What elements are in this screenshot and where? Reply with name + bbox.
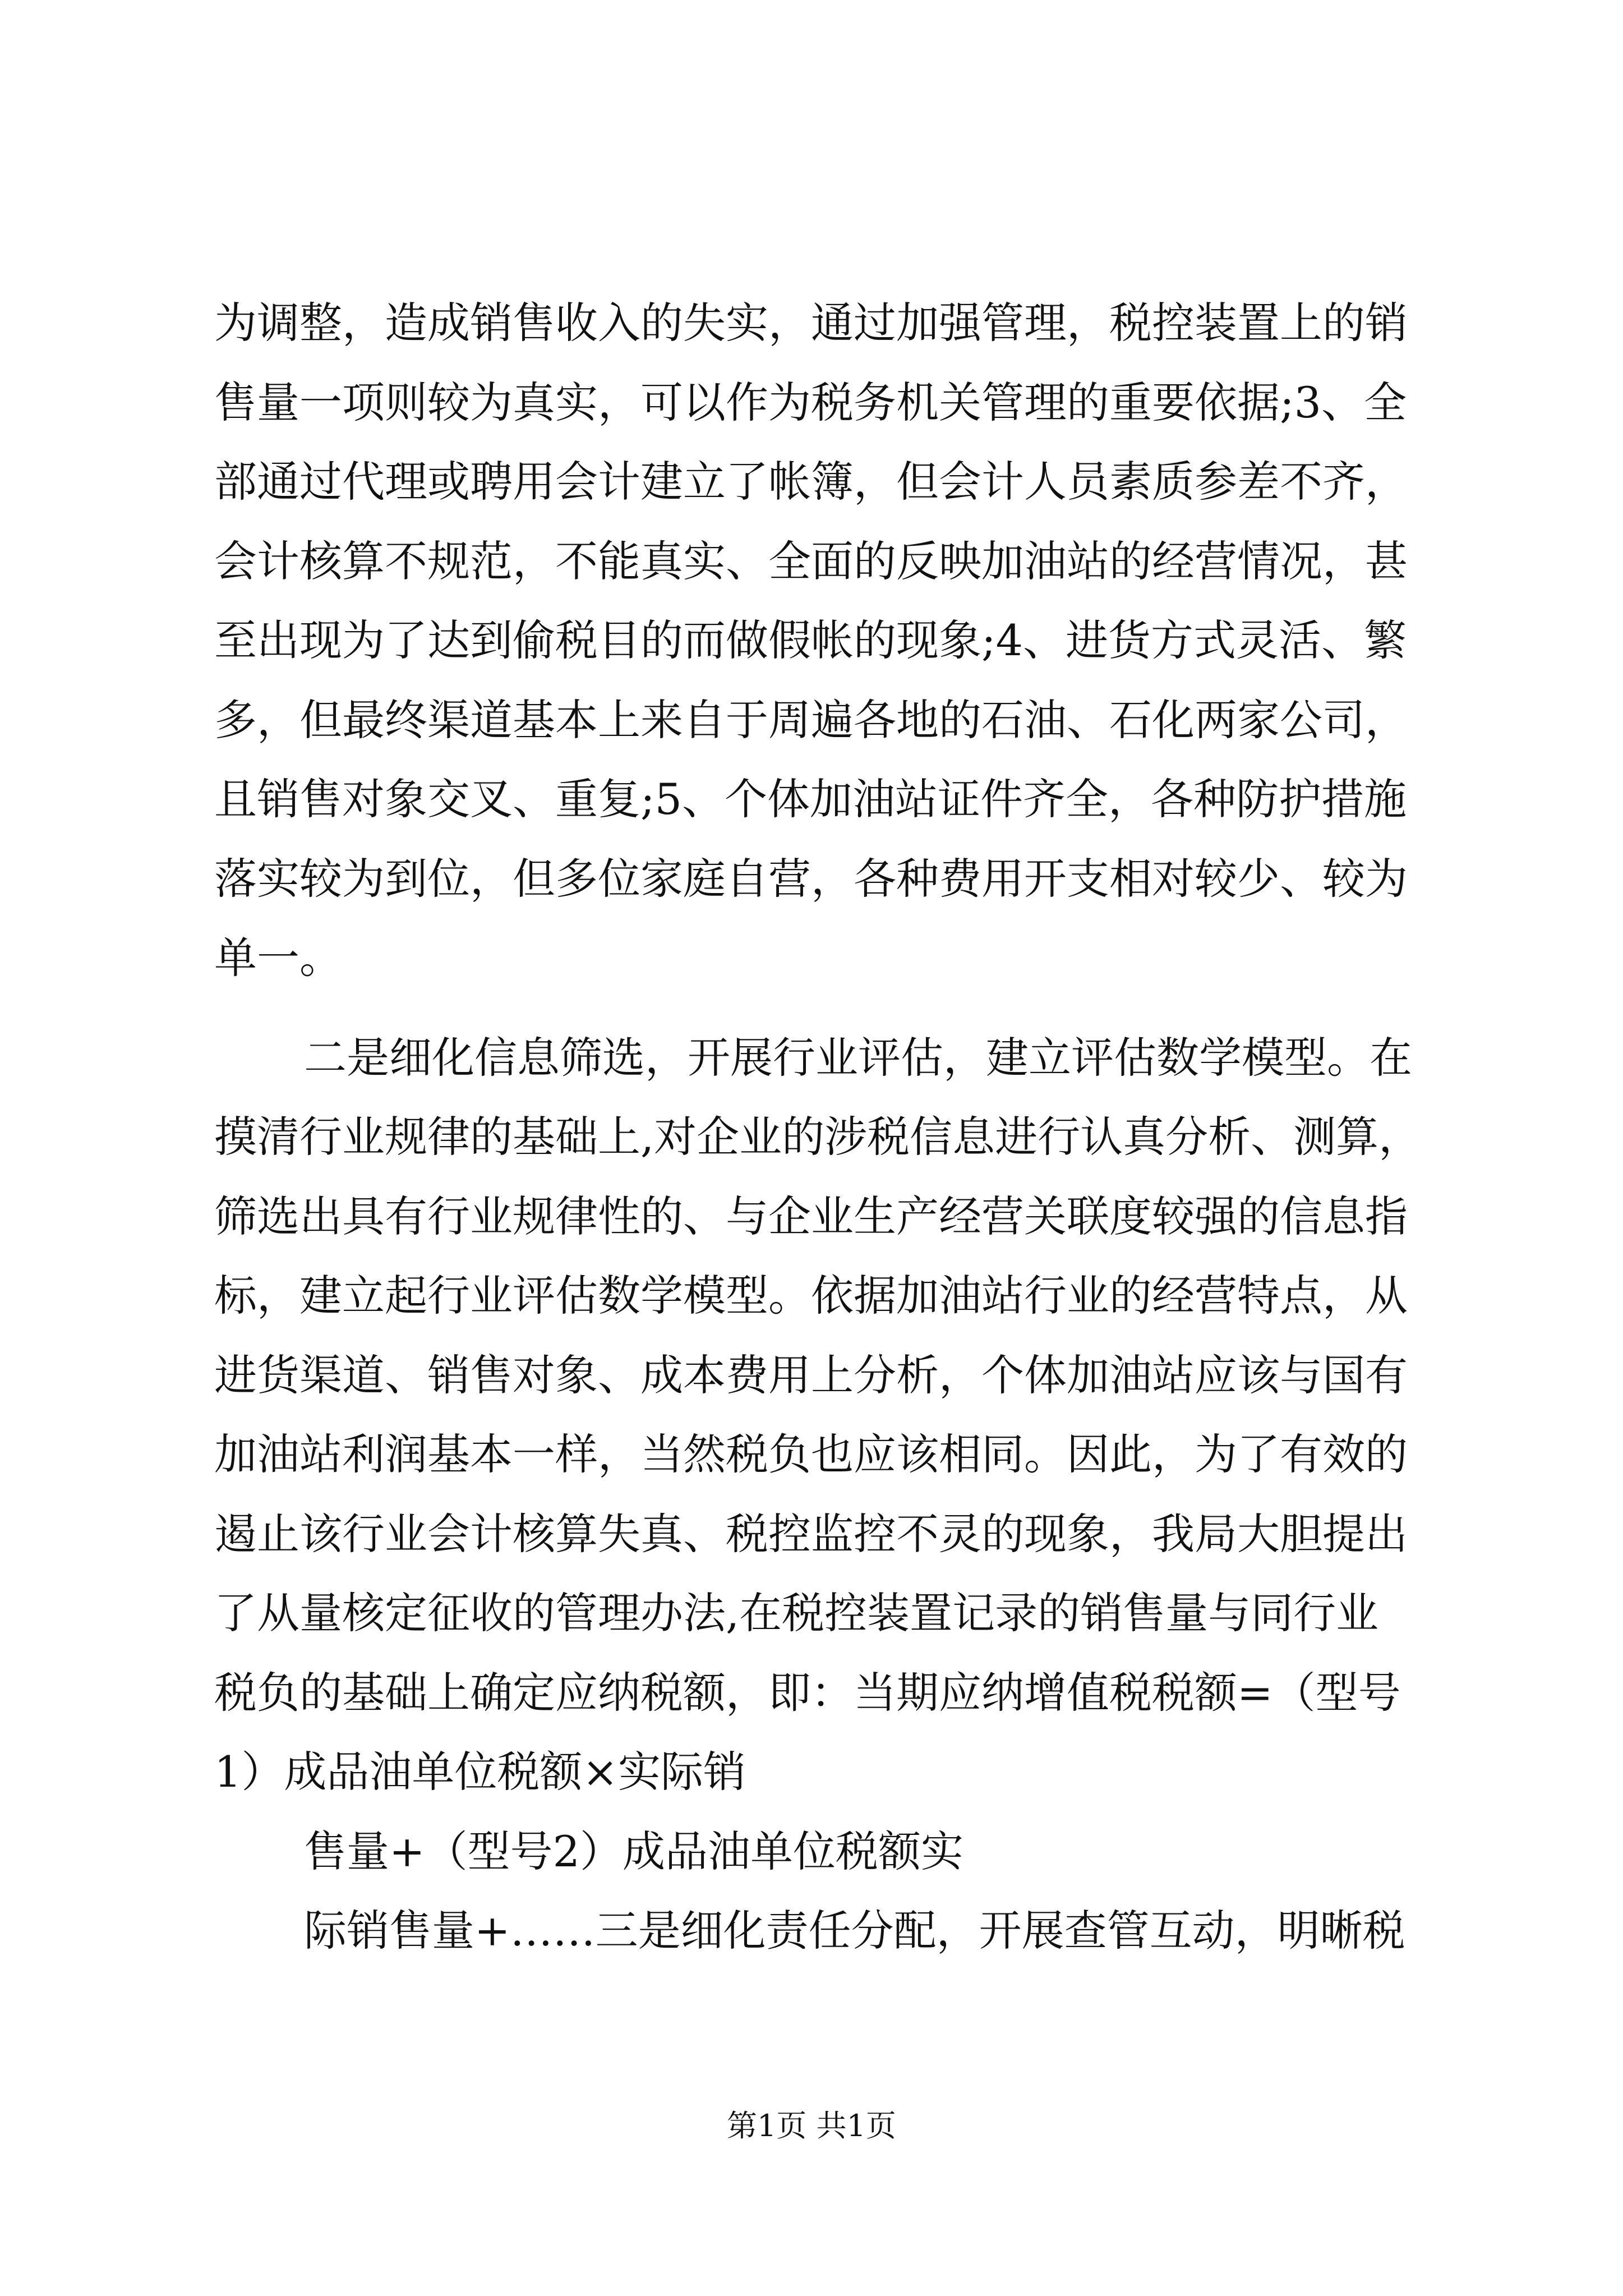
text-line: 筛选出具有行业规律性的、与企业生产经营关联度较强的信息指 — [214, 1191, 1408, 1241]
text-line: 加油站利润基本一样，当然税负也应该相同。因此，为了有效的 — [214, 1429, 1408, 1479]
paragraph-gap — [214, 998, 1426, 1018]
paragraph-first-line: 二是细化信息筛选，开展行业评估，建立评估数学模型。在 — [304, 1032, 1412, 1083]
text-line: 至出现为了达到偷税目的而做假帐的现象;4、进货方式灵活、繁 — [214, 615, 1407, 665]
text-line: 会计核算不规范，不能真实、全面的反映加油站的经营情况，甚 — [214, 536, 1408, 586]
text-line: 1）成品油单位税额×实际销 — [214, 1747, 746, 1797]
text-line: 落实较为到位，但多位家庭自营，各种费用开支相对较少、较为 — [214, 853, 1408, 904]
text-line: 摸清行业规律的基础上,对企业的涉税信息进行认真分析、测算， — [214, 1112, 1422, 1162]
text-line: 为调整，造成销售收入的失实，通过加强管理，税控装置上的销 — [214, 298, 1408, 348]
text-line: 且销售对象交叉、重复;5、个体加油站证件齐全，各种防护措施 — [214, 774, 1407, 824]
text-line: 税负的基础上确定应纳税额，即：当期应纳增值税税额=（型号 — [214, 1667, 1401, 1718]
text-line: 多，但最终渠道基本上来自于周遍各地的石油、石化两家公司， — [214, 694, 1408, 745]
text-line: 了从量核定征收的管理办法,在税控装置记录的销售量与同行业 — [214, 1588, 1379, 1638]
text-line: 进货渠道、销售对象、成本费用上分析，个体加油站应该与国有 — [214, 1350, 1408, 1400]
text-line: 部通过代理或聘用会计建立了帐簿，但会计人员素质参差不齐， — [214, 457, 1408, 507]
text-line: 售量一项则较为真实，可以作为税务机关管理的重要依据;3、全 — [214, 377, 1407, 427]
formula-line: 际销售量+……三是细化责任分配，开展查管互动，明晰税 — [304, 1906, 1405, 1955]
formula-line: 售量+（型号2）成品油单位税额实 — [304, 1826, 964, 1876]
text-line: 标，建立起行业评估数学模型。依据加油站行业的经营特点，从 — [214, 1271, 1408, 1320]
page-footer: 第1页 共1页 — [727, 2108, 896, 2143]
text-line: 遏止该行业会计核算失真、税控监控不灵的现象，我局大胆提出 — [214, 1508, 1408, 1559]
text-line: 单一。 — [214, 933, 342, 983]
document-body — [214, 283, 1426, 1971]
